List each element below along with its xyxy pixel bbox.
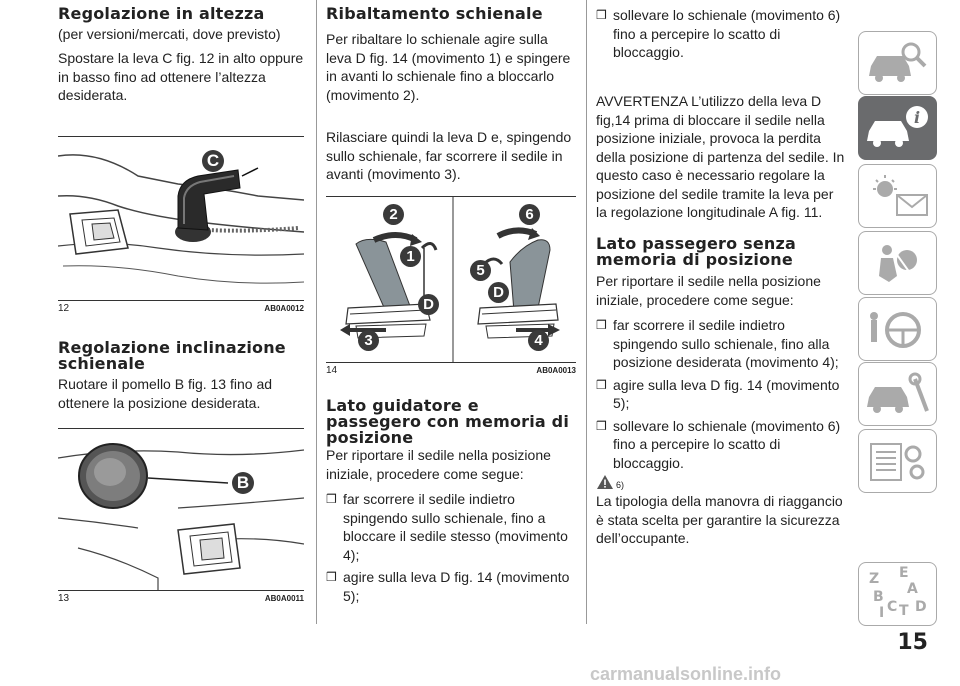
figure-12 bbox=[58, 136, 304, 318]
column-divider-1 bbox=[316, 0, 317, 624]
column-divider-2 bbox=[586, 0, 587, 624]
info-glyph: i bbox=[913, 108, 921, 127]
airbag-seat-icon bbox=[859, 232, 936, 294]
index-letter: C bbox=[887, 599, 898, 615]
tab-warning-lights[interactable] bbox=[858, 164, 937, 228]
bullet-glyph: ❒ bbox=[596, 418, 607, 433]
tab-airbag-seat[interactable] bbox=[858, 231, 937, 295]
list-item-text: far scorrere il sedile indietro spingendo sullo schienale, fino a bloccare il sedile stesso (movimento 4); bbox=[343, 491, 568, 563]
heading-guidatore: Lato guidatore e passegero con memoria di posizione bbox=[326, 396, 570, 447]
figure-13-code: AB0A0011 bbox=[264, 594, 304, 603]
label-movement-2: 2 bbox=[383, 204, 404, 225]
footer-watermark: carmanualsonline.info bbox=[590, 664, 782, 684]
backrest-knob-illustration bbox=[58, 428, 304, 590]
page-number: 15 bbox=[897, 630, 928, 655]
tab-settings-list[interactable] bbox=[858, 429, 937, 493]
list-item-text: far scorrere il sedile indietro spingendo sullo schienale, fino alla posizione desiderata (movimento 4); bbox=[613, 317, 839, 370]
figure-13-number: 13 bbox=[58, 593, 70, 604]
warning-reference bbox=[596, 474, 624, 490]
label-movement-6: 6 bbox=[519, 204, 540, 225]
figure-13-caption bbox=[58, 590, 304, 604]
index-letter: E bbox=[899, 565, 909, 581]
passegero-steps bbox=[596, 316, 850, 472]
para-passegero: Per riportare il sedile nella posizione iniziale, procedere come segue: bbox=[596, 273, 821, 308]
list-item bbox=[326, 490, 576, 564]
figure-14-number: 14 bbox=[326, 365, 338, 376]
para-altezza-1: (per versioni/mercati, dove previsto) bbox=[58, 26, 281, 42]
figure-14 bbox=[326, 196, 576, 382]
index-letter: D bbox=[915, 599, 927, 615]
figure-12-caption bbox=[58, 300, 304, 314]
list-item bbox=[596, 6, 850, 62]
list-item-text: sollevare lo schienale (movimento 6) fino a percepire lo scatto di bloccaggio. bbox=[613, 7, 841, 60]
list-item-text: agire sulla leva D fig. 14 (movimento 5); bbox=[343, 569, 570, 604]
label-movement-3: 3 bbox=[358, 330, 379, 351]
para-ribaltamento-1: Per ribaltare lo schienale agire sulla leva D fig. 14 (movimento 1) e spingere in avanti lo schienale fino a bloccarlo (movimento 2). bbox=[326, 31, 571, 103]
heading-altezza: Regolazione in altezza bbox=[58, 4, 265, 23]
figure-14-code: AB0A0013 bbox=[536, 366, 576, 375]
warning-ref-number: 6) bbox=[616, 480, 625, 490]
bullet-glyph: ❒ bbox=[326, 570, 337, 584]
tab-car-search[interactable] bbox=[858, 31, 937, 95]
tab-car-service[interactable] bbox=[858, 362, 937, 426]
figure-14-caption bbox=[326, 362, 576, 376]
figure-12-number: 12 bbox=[58, 303, 70, 314]
para-ribaltamento-2: Rilasciare quindi la leva D e, spingendo sullo schienale, far scorrere il sedile in avanti (movimento 3). bbox=[326, 129, 572, 182]
index-letter: B bbox=[873, 589, 884, 605]
callout-b: B bbox=[232, 472, 254, 494]
label-lever-d-right: D bbox=[488, 282, 509, 303]
bullet-glyph: ❒ bbox=[596, 8, 607, 22]
chapter-tab-sidebar bbox=[858, 0, 960, 686]
index-letter: I bbox=[879, 605, 885, 621]
list-item-text: sollevare lo schienale (movimento 6) fino a percepire lo scatto di bloccaggio. bbox=[613, 417, 841, 471]
car-search-icon bbox=[859, 32, 936, 94]
heading-inclinazione: Regolazione inclinazione schienale bbox=[58, 338, 286, 373]
tab-car-info[interactable] bbox=[858, 96, 937, 160]
heading-passegero: Lato passegero senza memoria di posizione bbox=[596, 234, 796, 269]
settings-list-icon bbox=[859, 430, 936, 492]
heading-ribaltamento: Ribaltamento schienale bbox=[326, 4, 543, 23]
tab-alphabet-index[interactable] bbox=[858, 562, 937, 626]
list-item bbox=[326, 568, 576, 605]
index-letter: A bbox=[907, 581, 918, 597]
list-item-text: agire sulla leva D fig. 14 (movimento 5); bbox=[613, 376, 840, 411]
para-final: La tipologia della manovra di riaggancio è stata scelta per garantire la sicurezza dell’occupante. bbox=[596, 493, 843, 546]
figure-13 bbox=[58, 428, 304, 608]
bullet-glyph: ❒ bbox=[326, 492, 337, 506]
label-movement-5: 5 bbox=[470, 260, 491, 281]
list-item bbox=[596, 417, 850, 473]
alphabet-index-icon bbox=[859, 563, 936, 625]
para-avvertenza: AVVERTENZA L’utilizzo della leva D fig,14 prima di bloccare il sedile nella posizione iniziale, provoca la perdita della posizione di partenza del sedile. In questo caso è necessario regolare la posizione del sedile tramite la leva per la regolazione longitudinale A fig. 11. bbox=[596, 93, 845, 220]
callout-c: C bbox=[202, 150, 224, 172]
label-movement-1: 1 bbox=[400, 246, 421, 267]
para-inclinazione: Ruotare il pomello B fig. 13 fino ad ottenere la posizione desiderata. bbox=[58, 376, 273, 411]
car-service-icon bbox=[859, 363, 936, 425]
index-letter: Z bbox=[869, 571, 880, 587]
warning-triangle-icon bbox=[596, 474, 614, 490]
seat-height-lever-illustration bbox=[58, 136, 304, 300]
figure-12-code: AB0A0012 bbox=[264, 304, 304, 313]
label-lever-d-left: D bbox=[418, 294, 439, 315]
label-movement-4: 4 bbox=[528, 330, 549, 351]
index-letter: T bbox=[899, 603, 909, 619]
guidatore-steps bbox=[326, 490, 576, 605]
para-altezza-2: Spostare la leva C fig. 12 in alto oppure in basso fino ad ottenere l’altezza desiderata. bbox=[58, 50, 304, 103]
car-info-icon bbox=[859, 97, 936, 159]
bullet-glyph: ❒ bbox=[596, 318, 607, 332]
list-item bbox=[596, 376, 850, 413]
bullet-glyph: ❒ bbox=[596, 377, 607, 392]
para-guidatore: Per riportare il sedile nella posizione iniziale, procedere come segue: bbox=[326, 447, 551, 482]
warning-lights-icon bbox=[859, 165, 936, 227]
list-item bbox=[596, 316, 850, 372]
tab-steering[interactable] bbox=[858, 297, 937, 361]
steering-icon bbox=[859, 298, 936, 360]
